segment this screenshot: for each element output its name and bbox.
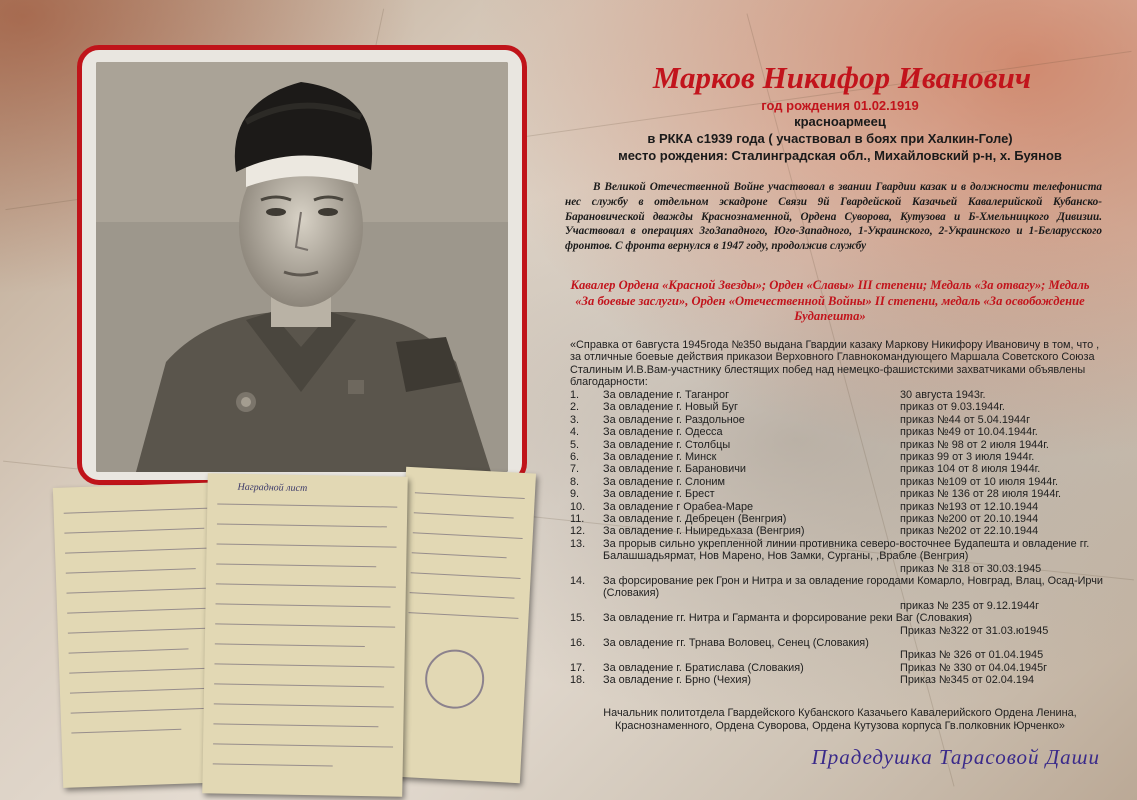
certificate-item-order: приказ № 136 от 28 июля 1944г. [900, 488, 1062, 501]
certificate-item-number: 12. [570, 525, 586, 538]
certificate-item [570, 426, 1115, 438]
certificate-item-order: Приказ № 330 от 04.04.1945г [900, 661, 1048, 674]
stamp-seal [424, 648, 486, 710]
certificate-item-text: За форсирование рек Грон и Нитра и за овладение городами Комарло, Новград, Влац, Осад-Ирчи (Словакия) [603, 574, 1103, 600]
birth-date: год рождения 01.02.1919 [761, 98, 919, 113]
certificate-item-text: За овладение г. Брест [603, 488, 715, 501]
certificate-item-order: приказ №193 от 12.10.1944 [900, 500, 1039, 513]
certificate-item-order: приказ 99 от 3 июля 1944г. [900, 450, 1035, 463]
certificate-item-order: приказ №200 от 20.10.1944 [900, 512, 1039, 525]
certificate-item-order: Приказ №345 от 02.04.194 [900, 674, 1035, 687]
certificate-item-number: 8. [570, 475, 580, 488]
certificate-item [570, 575, 1115, 612]
certificate-item-order: приказ №49 от 10.04.1944г. [900, 426, 1038, 439]
certificate-item [570, 451, 1115, 463]
certificate-item [570, 389, 1115, 401]
certificate-item-text: За овладение г. Столбцы [603, 438, 731, 451]
certificate-item-order: приказ №109 от 10 июля 1944г. [900, 475, 1059, 488]
certificate-item-text: За овладение г. Одесса [603, 426, 723, 439]
certificate-item-text: За овладение г. Братислава (Словакия) [603, 661, 804, 674]
certificate-item-number: 7. [570, 463, 580, 476]
certificate-item-text: За овладение г. Барановичи [603, 463, 746, 476]
certificate-item-text: За овладение г. Таганрог [603, 389, 730, 401]
soldier-name: Марков Никифор Иванович [652, 60, 1032, 95]
certificate-item [570, 501, 1115, 513]
portrait-illustration [96, 62, 508, 472]
certificate-item [570, 612, 1115, 637]
biography: В Великой Отечественной Войне участвовал в звании Гвардии казак и в должности телефониста нес службу в отдельном эскадроне Связи 9й Гвардейской Казачьей Кавалерийской Кубанско-Барановической дважды Краснознаменной, Ордена Суворова, Кутузова и Б-Хмельницкого Дивизии. Участвовал в операциях 3гоЗападного, Юго-Западного, 1-Украинского, 2-Украинского и 1-Беларусского фронтов. С фронта вернулся в 1947 году, продолжив службу [565, 181, 1102, 253]
certificate-item [570, 538, 1115, 575]
certificate-item-number: 18. [570, 674, 586, 687]
certificate-item-number: 6. [570, 450, 580, 463]
certificate-item-number: 5. [570, 438, 580, 451]
certificate-item-text: За овладение г. Брно (Чехия) [603, 674, 752, 687]
certificate-item-number: 1. [570, 389, 580, 401]
certificate-item-order: Приказ №322 от 31.03.ю1945 [900, 624, 1049, 637]
certificate-item-text: За овладение гг. Трнава Воловец, Сенец (Словакия) [603, 636, 869, 649]
award-document-center [202, 473, 408, 796]
certificate-item-text: За овладение г. Слоним [603, 475, 725, 488]
certificate-item-order: приказ №44 от 5.04.1944г [900, 413, 1031, 426]
certificate-item-number: 2. [570, 401, 580, 414]
certificate-item-text: За овладение г. Ныиредьхаза (Венгрия) [603, 525, 805, 538]
certificate-item-number: 14. [570, 574, 586, 587]
award-document-right [390, 467, 536, 783]
birthplace: место рождения: Сталинградская обл., Михайловский р-н, х. Буянов [618, 148, 1062, 163]
certificate-item-number: 15. [570, 612, 586, 625]
certificate-item [570, 401, 1115, 413]
certificate-item-number: 4. [570, 426, 580, 439]
certificate-item-order: приказ № 235 от 9.12.1944г [900, 599, 1040, 612]
certificate-item-order: приказ 104 от 8 июля 1944г. [900, 463, 1041, 476]
certificate-item [570, 674, 1115, 686]
portrait-photo [96, 62, 508, 472]
certificate-item-text: За прорыв сильно укрепленной линии противника северо-восточнее Будапешта и овладение гг. Балашшадьярмат, Нов Марено, Нов Замки, Сурганы, ,Врабле (Венгрия) [603, 537, 1090, 563]
portrait-frame [77, 45, 527, 485]
certificate-item [570, 513, 1115, 525]
awards-list: Кавалер Ордена «Красной Звезды»; Орден «Славы» III степени; Медаль «За отвагу»; Медаль «За боевые заслуги», Орден «Отечественной Войны» II степени, медаль «За освобождение Будапешта» [570, 278, 1090, 323]
certificate-item-order: приказ № 318 от 30.03.1945 [900, 562, 1042, 575]
certificate-item-order: приказ от 9.03.1944г. [900, 401, 1005, 414]
certificate-item [570, 439, 1115, 451]
certificate-item-text: За овладение г Орабеа-Маре [603, 500, 754, 513]
certificate-list [570, 389, 1115, 687]
certificate-item [570, 662, 1115, 674]
service-info: в РККА с1939 года ( участвовал в боях при Халкин-Голе) [647, 131, 1013, 146]
certificate-item [570, 476, 1115, 488]
certificate-item [570, 414, 1115, 426]
certificate-item-text: За овладение г. Новый Буг [603, 401, 738, 414]
certificate-intro: «Справка от 6августа 1945года №350 выдана Гвардии казаку Маркову Никифору Ивановичу в том, что , за отличные боевые действия приказои Верховного Главнокомандующего Маршала Советского Союза Сталиным И.В.Вам-участнику блестящих побед над немецко-фашистскими захватчиками объявлены благодарности: [570, 339, 1100, 389]
dedication: Прадедушка Тарасовой Даши [811, 745, 1100, 769]
certificate-item-number: 10. [570, 500, 586, 513]
certificate-item-text: За овладение гг. Нитра и Гарманта и форсирование реки Ваг (Словакия) [603, 612, 973, 625]
certificate-item-text: За овладение г. Минск [603, 450, 717, 463]
certificate-item [570, 463, 1115, 475]
certificate-item-text: За овладение г. Раздольное [603, 413, 745, 426]
certificate-item-order: приказ №202 от 22.10.1944 [900, 525, 1039, 538]
certificate-item-order: 30 августа 1943г. [900, 389, 986, 401]
certificate-signature: Начальник политотдела Гвардейского Кубанского Казачьего Кавалерийского Ордена Ленина, Краснознаменного, Ордена Суворова, Ордена Кутузова корпуса Гв.полковник Юрченко» [603, 707, 1077, 732]
certificate-item-number: 3. [570, 413, 580, 426]
certificate-item-number: 17. [570, 661, 586, 674]
certificate-item-text: За овладение г. Дебрецен (Венгрия) [603, 512, 787, 525]
certificate-item-order: Приказ № 326 от 01.04.1945 [900, 649, 1044, 662]
certificate-item [570, 525, 1115, 537]
certificate-item-number: 11. [570, 512, 585, 525]
certificate-item-number: 13. [570, 537, 586, 550]
certificate-item-number: 16. [570, 636, 586, 649]
certificate-item [570, 637, 1115, 662]
certificate-item-order: приказ № 98 от 2 июля 1944г. [900, 438, 1049, 451]
certificate-item [570, 488, 1115, 500]
document-title: Наградной лист [237, 481, 308, 495]
military-rank: красноармеец [794, 114, 886, 129]
certificate-item-number: 9. [570, 488, 580, 501]
